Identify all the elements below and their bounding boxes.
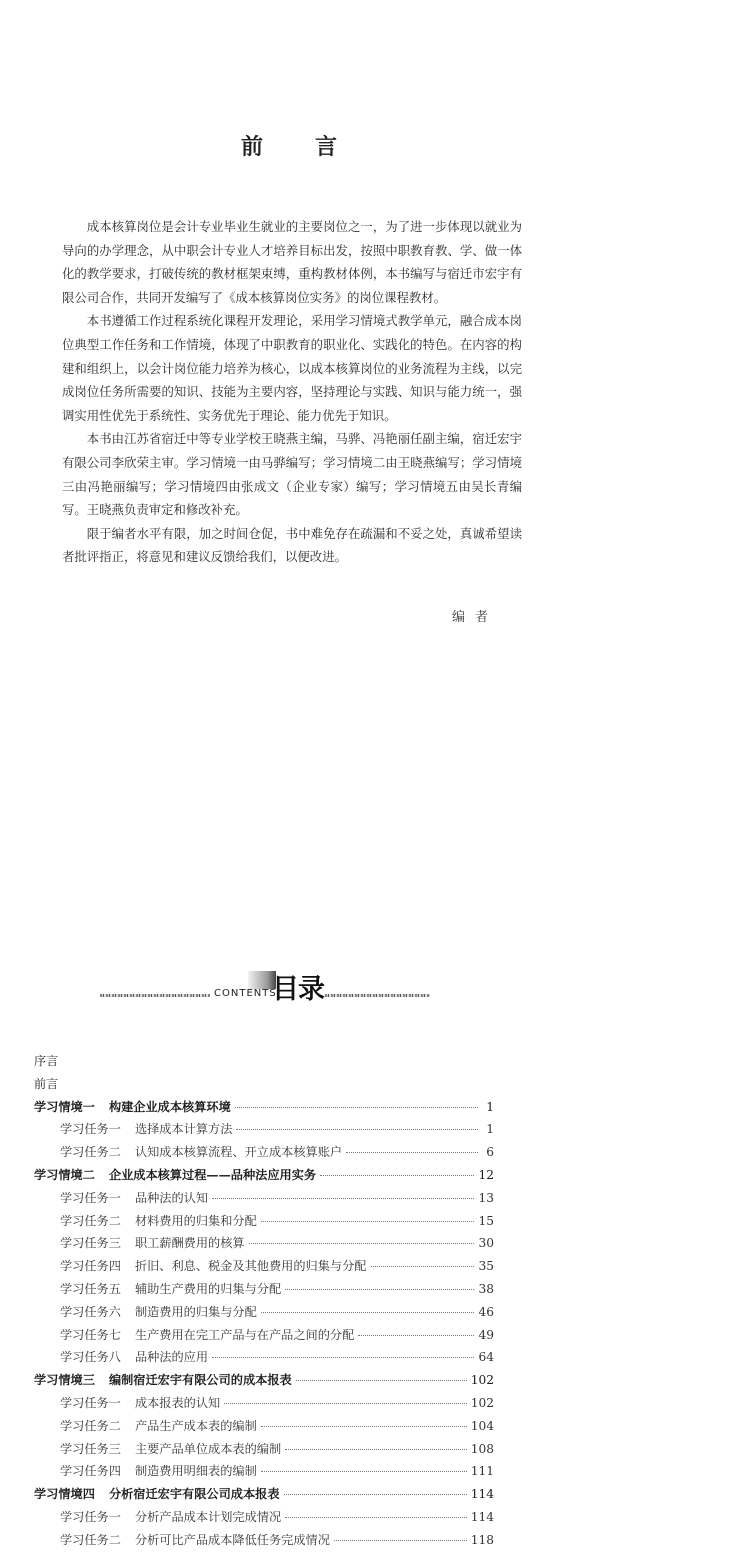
preface-paragraph: 限于编者水平有限，加之时间仓促，书中难免存在疏漏和不妥之处，真诚希望读者批评指正，将意见和建议反馈给我们，以便改进。 xyxy=(62,525,522,565)
toc-leader-dots xyxy=(296,1380,467,1381)
toc-leader-dots xyxy=(320,1175,474,1176)
toc-page-number: 12 xyxy=(478,1167,494,1182)
toc-leader-dots xyxy=(285,1517,467,1518)
toc-entry-title: 分析产品成本计划完成情况 xyxy=(134,1509,282,1524)
toc-leader-dots xyxy=(212,1357,474,1358)
toc-entry-number: 学习任务一 xyxy=(60,1509,121,1524)
toc-entry-title: 产品生产成本表的编制 xyxy=(134,1418,257,1433)
toc-entry-number: 学习任务三 xyxy=(60,1236,121,1251)
toc-page-number: 1 xyxy=(486,1099,494,1114)
toc-task-entry[interactable] xyxy=(34,1462,494,1485)
toc-task-entry[interactable] xyxy=(34,1531,494,1554)
toc-leader-dots xyxy=(371,1266,475,1267)
toc-entry-title: 材料费用的归集和分配 xyxy=(134,1213,257,1228)
toc-leader-dots xyxy=(224,1403,466,1404)
toc-chapter-entry[interactable] xyxy=(34,1371,494,1394)
toc-entry-title: 职工薪酬费用的核算 xyxy=(134,1236,245,1251)
toc-entry-number: 学习任务一 xyxy=(60,1122,121,1137)
toc-task-entry[interactable] xyxy=(34,1120,494,1143)
toc-leader-dots xyxy=(235,1107,478,1108)
toc-page-number: 15 xyxy=(478,1213,494,1228)
toc-entry-number: 学习任务六 xyxy=(60,1304,121,1319)
toc-banner xyxy=(100,965,430,1015)
preface-paragraph: 本书遵循工作过程系统化课程开发理论，采用学习情境式教学单元，融合成本岗位典型工作任务和工作情境，体现了中职教育的职业化、实践化的特色。在内容的构建和组织上，以会计岗位能力培养为核心，以成本核算岗位的业务流程为主线，以完成岗位任务所需要的知识、技能为主要内容，坚持理论与实践、知识与能力统一，强调实用性优先于系统性、实务优先于理论、能力优先于知识。 xyxy=(62,313,522,423)
toc-leader-dots xyxy=(261,1426,467,1427)
toc-entry-number: 学习任务四 xyxy=(60,1259,121,1274)
toc-leader-dots xyxy=(346,1152,478,1153)
toc-entry-title: 成本报表的认知 xyxy=(134,1395,221,1410)
toc-entry-number: 学习情境一 xyxy=(34,1099,95,1114)
toc-entry-title: 品种法的应用 xyxy=(134,1350,209,1365)
toc-entry-title: 折旧、利息、税金及其他费用的归集与分配 xyxy=(134,1259,367,1274)
preface-paragraph: 本书由江苏省宿迁中等专业学校王晓燕主编，马骅、冯艳丽任副主编，宿迁宏宇有限公司李欣荣主审。学习情境一由马骅编写；学习情境二由王晓燕编写；学习情境三由冯艳丽编写；学习情境四由张成文（企业专家）编写；学习情境五由吴长青编写。王晓燕负责审定和修改补充。 xyxy=(62,431,522,518)
toc-leader-dots xyxy=(285,1289,474,1290)
toc-entry-number: 学习任务二 xyxy=(60,1418,121,1433)
toc-entry-title: 构建企业成本核算环境 xyxy=(108,1099,231,1114)
toc-page-number: 118 xyxy=(470,1532,494,1547)
toc-page-number: 64 xyxy=(478,1350,494,1365)
toc-subtitle: CONTENTS xyxy=(214,988,277,999)
toc-task-entry[interactable] xyxy=(34,1280,494,1303)
toc-page-number: 102 xyxy=(470,1395,494,1410)
toc-leader-dots xyxy=(284,1494,467,1495)
toc-entry-number: 学习情境三 xyxy=(34,1373,95,1388)
toc-leader-dots xyxy=(212,1198,474,1199)
toc-entry-title: 编制宿迁宏宇有限公司的成本报表 xyxy=(108,1373,292,1388)
toc-entry-title: 生产费用在完工产品与在产品之间的分配 xyxy=(134,1327,355,1342)
toc-chapter-entry[interactable] xyxy=(34,1166,494,1189)
banner-rule-right xyxy=(325,994,430,997)
toc-page-number: 6 xyxy=(486,1145,494,1160)
toc-page-number: 38 xyxy=(478,1281,494,1296)
banner-rule-left xyxy=(100,994,210,997)
toc-page-number: 35 xyxy=(478,1259,494,1274)
preface-paragraph: 成本核算岗位是会计专业毕业生就业的主要岗位之一，为了进一步体现以就业为导向的办学理念，从中职会计专业人才培养目标出发，按照中职教育教、学、做一体化的教学要求，打破传统的教材框架束缚，重构教材体例，本书编写与宿迁市宏宇有限公司合作，共同开发编写了《成本核算岗位实务》的岗位课程教材。 xyxy=(62,219,522,305)
toc-page-number: 104 xyxy=(470,1418,494,1433)
toc-chapter-entry[interactable] xyxy=(34,1098,494,1121)
toc-entry-number: 学习任务一 xyxy=(60,1395,121,1410)
toc-chapter-entry[interactable] xyxy=(34,1485,494,1508)
toc-entry-number: 学习任务二 xyxy=(60,1532,121,1547)
preface-title xyxy=(0,130,580,161)
toc-front-entry[interactable] xyxy=(34,1075,494,1098)
preface-signature: 编者 xyxy=(452,610,499,625)
toc-task-entry[interactable] xyxy=(34,1212,494,1235)
toc-task-entry[interactable] xyxy=(34,1508,494,1531)
toc-entry-number: 学习情境四 xyxy=(34,1487,95,1502)
toc-page-number: 114 xyxy=(470,1509,494,1524)
toc-leader-dots xyxy=(249,1243,475,1244)
toc-entry-number: 学习任务三 xyxy=(60,1441,121,1456)
toc-leader-dots xyxy=(261,1471,467,1472)
toc-task-entry[interactable] xyxy=(34,1143,494,1166)
toc-entry-number: 学习任务七 xyxy=(60,1327,121,1342)
toc-entry-number: 学习任务四 xyxy=(60,1464,121,1479)
toc-entry-number: 学习任务二 xyxy=(60,1145,121,1160)
toc-leader-dots xyxy=(358,1335,474,1336)
toc-task-entry[interactable] xyxy=(34,1234,494,1257)
preface-body xyxy=(62,215,522,569)
toc-task-entry[interactable] xyxy=(34,1440,494,1463)
toc-page-number: 13 xyxy=(478,1190,494,1205)
toc-leader-dots xyxy=(285,1449,467,1450)
toc-leader-dots xyxy=(236,1129,478,1130)
toc-task-entry[interactable] xyxy=(34,1189,494,1212)
toc-entry-title: 制造费用明细表的编制 xyxy=(134,1464,257,1479)
toc-front-entry[interactable] xyxy=(34,1052,494,1075)
toc-entry-number: 学习任务八 xyxy=(60,1350,121,1365)
toc-task-entry[interactable] xyxy=(34,1303,494,1326)
toc-task-entry[interactable] xyxy=(34,1348,494,1371)
toc-page-number: 102 xyxy=(470,1373,494,1388)
toc-page-number: 108 xyxy=(470,1441,494,1456)
toc-entry-title: 分析宿迁宏宇有限公司成本报表 xyxy=(108,1487,280,1502)
toc-entry-number: 前言 xyxy=(34,1076,59,1091)
toc-entry-title: 品种法的认知 xyxy=(134,1190,209,1205)
toc-title: 目录 xyxy=(272,974,324,1005)
toc-page-number: 46 xyxy=(478,1304,494,1319)
toc-entry-number: 学习任务五 xyxy=(60,1281,121,1296)
toc-page-number: 1 xyxy=(486,1122,494,1137)
toc-entry-title: 主要产品单位成本表的编制 xyxy=(134,1441,282,1456)
toc-task-entry[interactable] xyxy=(34,1394,494,1417)
toc-leader-dots xyxy=(334,1540,467,1541)
toc-entry-title: 分析可比产品成本降低任务完成情况 xyxy=(134,1532,330,1547)
toc-entry-title: 制造费用的归集与分配 xyxy=(134,1304,257,1319)
preface-title-char-2: 言 xyxy=(315,134,340,160)
toc-task-entry[interactable] xyxy=(34,1417,494,1440)
toc-entry-number: 学习任务二 xyxy=(60,1213,121,1228)
toc-page-number: 30 xyxy=(478,1236,494,1251)
toc-entry-number: 学习任务一 xyxy=(60,1190,121,1205)
toc-entry-title: 认知成本核算流程、开立成本核算账户 xyxy=(134,1145,343,1160)
table-of-contents xyxy=(34,1052,494,1554)
toc-entry-number: 学习情境二 xyxy=(34,1167,95,1182)
toc-leader-dots xyxy=(261,1312,475,1313)
toc-entry-title: 辅助生产费用的归集与分配 xyxy=(134,1281,282,1296)
preface-title-char-1: 前 xyxy=(240,134,265,160)
toc-task-entry[interactable] xyxy=(34,1257,494,1280)
toc-entry-title: 选择成本计算方法 xyxy=(134,1122,233,1137)
toc-entry-number: 序言 xyxy=(34,1054,59,1068)
toc-task-entry[interactable] xyxy=(34,1326,494,1349)
toc-page-number: 111 xyxy=(470,1464,494,1479)
toc-page-number: 49 xyxy=(478,1327,494,1342)
toc-leader-dots xyxy=(261,1221,475,1222)
toc-page-number: 114 xyxy=(470,1487,494,1502)
toc-entry-title: 企业成本核算过程——品种法应用实务 xyxy=(108,1167,317,1182)
